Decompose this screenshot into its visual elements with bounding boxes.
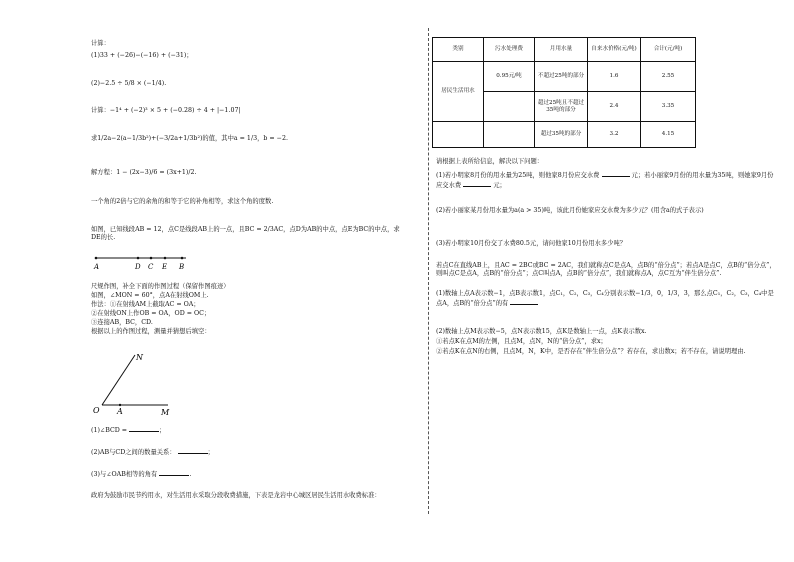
numberline-question-2b: ②若点K在点N的右侧，且点M，N，K中，是否存在“伴生倍分点”？若存在，求出数x；若不存在，请说明理由. (436, 348, 746, 355)
angle-problem: 一个角的2倍与它的余角的和等于它的补角相等，求这个角的度数. (91, 198, 274, 205)
point-d-label: D (135, 263, 141, 271)
point-d-dot (137, 257, 140, 260)
ray-on (102, 355, 135, 405)
water-question-1-part-c: 元； (493, 182, 506, 189)
answer-blank-water-2[interactable] (463, 180, 491, 187)
empty-cell (484, 92, 535, 122)
construct-step-1: 作法：①在射线AM上截取AC = OA； (91, 301, 200, 308)
segment-diagram (90, 254, 200, 274)
construct-given: 如图，∠MON = 60°，点A在射线OM上. (91, 292, 209, 299)
table-row (433, 122, 696, 148)
table-row (433, 62, 696, 92)
empty-cell (433, 122, 484, 148)
water-question-2: (2)若小丽家某月份用水量为a(a > 35)吨，该此月份她家应交水费为多少元？(用含a的式子表示) (436, 207, 704, 214)
table-header-row (433, 38, 696, 62)
answer-blank-2[interactable] (178, 447, 208, 454)
volume-cell: 超过25吨且不超过35吨的部分 (535, 92, 588, 122)
water-question-3: (3)若小明家10月份交了水费80.5元，请问他家10月份用水多少吨？ (436, 240, 627, 247)
answer-blank-water-1[interactable] (602, 170, 630, 177)
sewage-cell: 0.95元/吨 (484, 62, 535, 92)
equation-problem: 解方程：1 − (2x−3)/6 = (3x+1)/2. (91, 169, 197, 176)
volume-cell: 超过35吨的部分 (535, 122, 588, 148)
column-divider (428, 28, 429, 514)
answer-blank-3[interactable] (159, 469, 189, 476)
header-total: 合计(元/吨) (641, 38, 696, 62)
vertex-o-label: O (93, 406, 100, 415)
water-question-1-part-a: (1)若小明家8月份的用水量为25吨，则他家8月份应交水费 (436, 172, 600, 179)
point-c-dot (150, 257, 153, 260)
answer-blank-numline[interactable] (510, 298, 538, 305)
question-3: (3)与∠OAB相等的角有 . (91, 471, 192, 478)
construct-step-3: ③连接AB，BC，CD. (91, 319, 153, 326)
numberline-question-2a: ①若点K在点M的左侧，且点M，点N，N的“倍分点”，求x； (436, 338, 607, 345)
point-e-dot (164, 257, 167, 260)
total-cell: 4.15 (641, 122, 696, 148)
total-cell: 3.35 (641, 92, 696, 122)
multiple-point-definition: 若点C在直线AB上，且AC = 2BC或BC = 2AC，我们就称点C是点A，点B的“倍分点”；若点A是点C，点B的“倍分点”，则叫点C是点A，点B的“倍分点”；点C叫点A，点B的“倍分点”，我们就称点A，点C互为“伴生倍分点”. (436, 262, 776, 277)
construct-answer-intro: 根据以上的作图过程，测量并猜想后填空： (91, 328, 211, 335)
point-a-label: A (94, 263, 100, 271)
empty-cell (484, 122, 535, 148)
point-e-label: E (162, 263, 168, 271)
header-sewage: 污水处理费 (484, 38, 535, 62)
questions-intro: 请根据上表所给信息，解决以下问题： (436, 158, 544, 165)
question-1-text: (1)∠BCD = (91, 427, 128, 434)
category-cell: 居民生活用水 (433, 62, 484, 122)
water-question-1 (436, 170, 776, 190)
construct-step-2: ②在射线ON上作OB = OA，OD = OC； (91, 310, 211, 317)
calc-title: 计算： (91, 40, 110, 47)
volume-cell: 不超过25吨的部分 (535, 62, 588, 92)
header-category: 类别 (433, 38, 484, 62)
point-a-dot (95, 257, 98, 260)
point-a-label: A (117, 407, 123, 416)
ray-m-label: M (161, 408, 170, 417)
numberline-question-1 (436, 290, 776, 308)
question-2: (2)AB与CD之间的数量关系： ； (91, 449, 214, 456)
water-question-1-part-b: 元；若小丽家9月份的用水量为35吨，则她家9月份应交水费 (436, 172, 774, 189)
simplify-problem: 求1/2a−2(a−1/3b²)+(−3/2a+1/3b²)的值，其中a = 1/3，b = −2. (91, 135, 288, 142)
numberline-question-1-text: (1)数轴上点A表示数−1，点B表示数1，点C₁，C₂，C₃，C₄分别表示数−1/3，0，1/3，3，那么点C₁，C₂，C₃，C₄中是点A，点B的“倍分点”的有 (436, 290, 774, 307)
point-c-label: C (148, 263, 154, 271)
answer-blank-1[interactable] (129, 425, 159, 432)
calc-problem-3: 计算：−1⁴ + (−2)³ × 5 + (−0.28) ÷ 4 + |−1.07| (91, 107, 241, 114)
angle-diagram (90, 345, 180, 420)
construct-title: 尺规作图，补全下面的作图过程（保留作图痕迹） (91, 283, 230, 290)
header-price: 自来水价格(元/吨) (588, 38, 641, 62)
question-1: (1)∠BCD = ； (91, 427, 166, 434)
question-2-text: (2)AB与CD之间的数量关系： (91, 449, 176, 456)
price-cell: 3.2 (588, 122, 641, 148)
price-cell: 1.6 (588, 62, 641, 92)
calc-problem-1: (1)33 + (−26)−(−16) + (−31)； (91, 52, 193, 59)
price-cell: 2.4 (588, 92, 641, 122)
ray-n-label: N (136, 353, 143, 362)
point-b-label: B (179, 263, 185, 271)
water-intro: 政府为鼓励市民节约用水，对生活用水采取分段收费措施，下表是龙岩中心城区居民生活用水收费标准： (91, 492, 381, 499)
point-a-dot (119, 404, 121, 406)
total-cell: 2.55 (641, 62, 696, 92)
water-fee-table (432, 37, 696, 148)
point-b-dot (181, 257, 184, 260)
numberline-question-2: (2)数轴上点M表示数−5，点N表示数15，点K是数轴上一点，点K表示数x. (436, 328, 647, 335)
calc-problem-2: (2)−2.5 ÷ 5/8 × (−1/4). (91, 80, 167, 87)
header-volume: 月用水量 (535, 38, 588, 62)
question-3-text: (3)与∠OAB相等的角有 (91, 471, 158, 478)
segment-problem: 如图，已知线段AB = 12，点C是线段AB上的一点，且BC = 2/3AC，点D为AB的中点，点E为BC的中点，求DE的长. (91, 226, 400, 241)
